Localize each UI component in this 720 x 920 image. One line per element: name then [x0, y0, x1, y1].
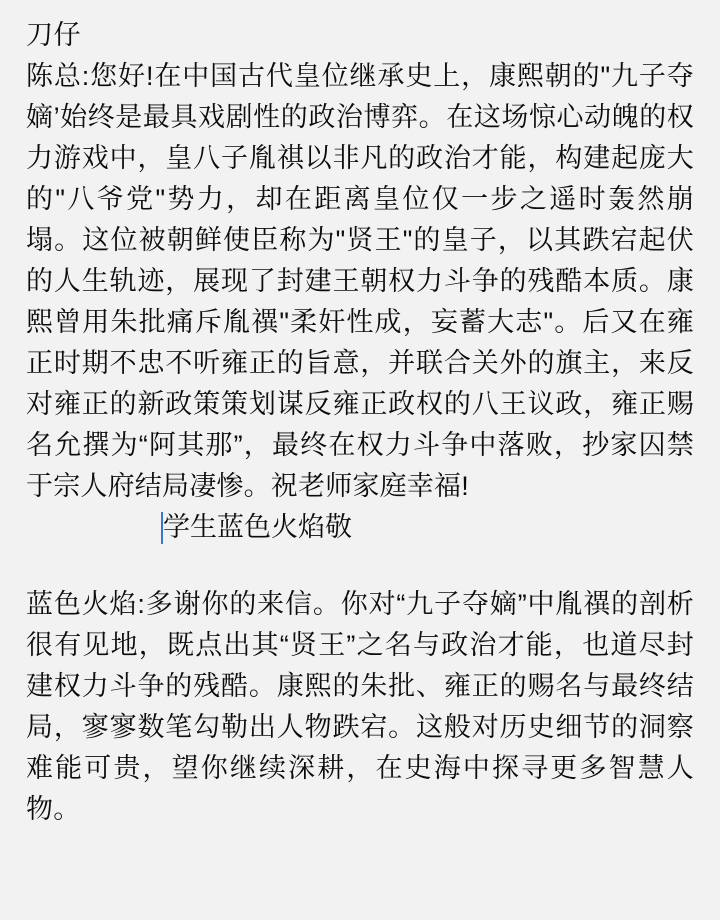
signature-text: 学生蓝色火焰敬: [163, 512, 352, 542]
signature-indent: [26, 507, 161, 548]
page-title: 刀仔: [26, 20, 81, 50]
letter-text: 陈总:您好!在中国古代皇位继承史上，康熙朝的"九子夺嫡’始终是最具戏剧性的政治博弈。在这场惊心动魄的权力游戏中，皇八子胤祺以非凡的政治才能，构建起庞大的"八爷党"势力，却在距离皇位仅一步之遥时轰然崩塌。这位被朝鲜使臣称为"贤王"的皇子，以其跌宕起伏的人生轨迹，展现了封建王朝权力斗争的残酷本质。康熙曾用朱批痛斥胤禩"柔奸性成，妄蓄大志"。后又在雍正时期不忠不听雍正的旨意，并联合关外的旗主，来反对雍正的新政策策划谋反雍正政权的八王议政，雍正赐名允撰为“阿其那”，最终在权力斗争中落败，抄家囚禁于宗人府结局凄惨。祝老师家庭幸福!: [26, 61, 694, 501]
letter-signature-line: [26, 507, 694, 548]
reply-text: 蓝色火焰:多谢你的来信。你对“九子夺嫡”中胤禩的剖析很有见地，既点出其“贤王”之名与政治才能，也道尽封建权力斗争的残酷。康熙的朱批、雍正的赐名与最终结局，寥寥数笔勾勒出人物跌宕。这般对历史细节的洞察难能可贵，望你继续深耕，在史海中探寻更多智慧人物。: [26, 589, 694, 824]
section-divider: [26, 548, 694, 584]
